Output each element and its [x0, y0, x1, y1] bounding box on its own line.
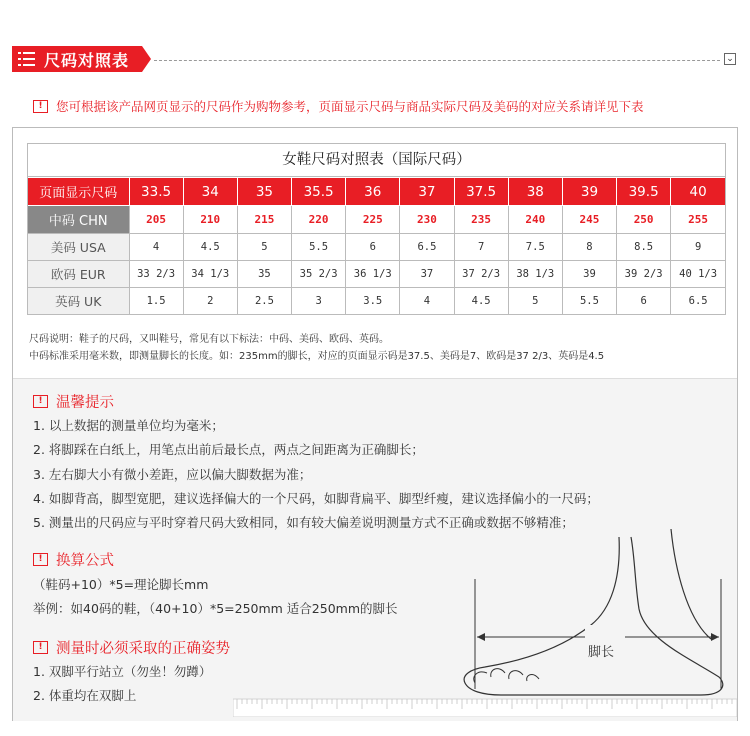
formula-heading	[33, 549, 114, 570]
warning-icon: !	[33, 395, 48, 408]
table-cell: 4.5	[454, 288, 508, 315]
table-cell: 2.5	[237, 288, 291, 315]
table-cell: 3.5	[346, 288, 400, 315]
row-label: 欧码 EUR	[28, 261, 129, 288]
row-label: 页面显示尺码	[28, 178, 129, 206]
table-row-page-size	[28, 178, 725, 206]
list-icon	[18, 51, 36, 67]
table-cell: 7	[454, 234, 508, 261]
table-row-eur	[28, 261, 725, 288]
posture-title: 测量时必须采取的正确姿势	[56, 641, 230, 657]
tips-area	[13, 378, 737, 721]
table-cell: 210	[183, 206, 237, 234]
table-cell: 5.5	[562, 288, 616, 315]
table-cell: 5	[508, 288, 562, 315]
table-cell: 4	[400, 288, 454, 315]
table-cell: 2	[183, 288, 237, 315]
tip-item: 5. 测量出的尺码应与平时穿着尺码大致相同，如有较大偏差说明测量方式不正确或数据不够精准；	[33, 515, 574, 530]
table-caption: 女鞋尺码对照表（国际尺码）	[28, 144, 725, 177]
section-title: 尺码对照表	[44, 50, 130, 70]
tips-heading	[33, 391, 114, 412]
table-cell: 39	[562, 261, 616, 288]
table-cell: 35.5	[292, 178, 346, 206]
size-chart-panel	[12, 127, 738, 721]
table-cell: 40	[671, 178, 725, 206]
table-cell: 39 2/3	[617, 261, 671, 288]
notice-text: 您可根据该产品网页显示的尺码作为购物参考，页面显示尺码与商品实际尺码及美码的对应关系请详见下表	[56, 99, 644, 114]
size-explanation	[29, 331, 729, 365]
posture-item: 2. 体重均在双脚上	[33, 688, 137, 703]
table-cell: 5	[237, 234, 291, 261]
table-row-chn	[28, 206, 725, 234]
table-cell: 4	[129, 234, 183, 261]
tip-item: 4. 如脚背高，脚型宽肥，建议选择偏大的一个尺码，如脚背扁平、脚型纤瘦，建议选择偏小的一尺码；	[33, 491, 599, 506]
row-label: 中码 CHN	[28, 206, 129, 234]
table-cell: 37 2/3	[454, 261, 508, 288]
table-cell: 34 1/3	[183, 261, 237, 288]
table-row-uk	[28, 288, 725, 315]
size-table-container	[27, 143, 726, 315]
table-cell: 6	[617, 288, 671, 315]
table-cell: 240	[508, 206, 562, 234]
table-cell: 38 1/3	[508, 261, 562, 288]
table-cell: 33 2/3	[129, 261, 183, 288]
table-cell: 6.5	[671, 288, 725, 315]
explanation-line: 尺码说明：鞋子的尺码，又叫鞋号，常见有以下标法：中码、美码、欧码、英码。	[29, 334, 389, 345]
formula-line: （鞋码+10）*5=理论脚长mm	[33, 577, 209, 592]
table-cell: 36	[346, 178, 400, 206]
table-cell: 38	[508, 178, 562, 206]
table-cell: 35	[237, 178, 291, 206]
table-cell: 250	[617, 206, 671, 234]
table-cell: 220	[292, 206, 346, 234]
table-cell: 34	[183, 178, 237, 206]
table-cell: 40 1/3	[671, 261, 725, 288]
table-cell: 36 1/3	[346, 261, 400, 288]
posture-heading	[33, 637, 230, 658]
warning-icon: !	[33, 641, 48, 654]
table-cell: 35 2/3	[292, 261, 346, 288]
table-cell: 215	[237, 206, 291, 234]
ruler-illustration	[233, 695, 737, 717]
row-label: 英码 UK	[28, 288, 129, 315]
table-cell: 33.5	[129, 178, 183, 206]
tip-item: 1. 以上数据的测量单位均为毫米；	[33, 418, 224, 433]
table-cell: 37	[400, 178, 454, 206]
table-cell: 8.5	[617, 234, 671, 261]
warning-icon: !	[33, 100, 48, 113]
header-arrow	[142, 46, 151, 72]
tip-item: 3. 左右脚大小有微小差距，应以偏大脚数据为准；	[33, 467, 312, 482]
tips-title: 温馨提示	[56, 395, 114, 411]
formula-title: 换算公式	[56, 553, 114, 569]
foot-illustration	[461, 529, 733, 699]
table-cell: 37	[400, 261, 454, 288]
table-cell: 235	[454, 206, 508, 234]
table-cell: 35	[237, 261, 291, 288]
chevron-down-icon[interactable]: ⌄	[724, 53, 736, 65]
table-cell: 8	[562, 234, 616, 261]
row-label: 美码 USA	[28, 234, 129, 261]
table-cell: 39.5	[617, 178, 671, 206]
explanation-line: 中码标准采用毫米数，即测量脚长的长度。如：235mm的脚长，对应的页面显示码是37.5、美码是7、欧码是37 2/3、英码是4.5	[29, 351, 605, 362]
header-divider	[154, 60, 720, 61]
table-cell: 205	[129, 206, 183, 234]
table-cell: 6.5	[400, 234, 454, 261]
table-cell: 1.5	[129, 288, 183, 315]
table-cell: 245	[562, 206, 616, 234]
formula-example: 举例：如40码的鞋，（40+10）*5=250mm 适合250mm的脚长	[33, 601, 398, 616]
table-cell: 6	[346, 234, 400, 261]
section-header	[12, 46, 142, 72]
table-cell: 225	[346, 206, 400, 234]
table-cell: 37.5	[454, 178, 508, 206]
table-row-usa	[28, 234, 725, 261]
foot-length-label: 脚长	[588, 645, 615, 660]
table-cell: 4.5	[183, 234, 237, 261]
table-cell: 3	[292, 288, 346, 315]
table-cell: 230	[400, 206, 454, 234]
posture-item: 1. 双脚平行站立（勿坐！勿蹲）	[33, 664, 212, 679]
tip-item: 2. 将脚踩在白纸上，用笔点出前后最长点，两点之间距离为正确脚长；	[33, 442, 424, 457]
table-cell: 255	[671, 206, 725, 234]
size-table	[28, 177, 725, 314]
table-cell: 5.5	[292, 234, 346, 261]
table-cell: 7.5	[508, 234, 562, 261]
table-cell: 9	[671, 234, 725, 261]
warning-icon: !	[33, 553, 48, 566]
size-notice	[33, 97, 733, 115]
table-cell: 39	[562, 178, 616, 206]
